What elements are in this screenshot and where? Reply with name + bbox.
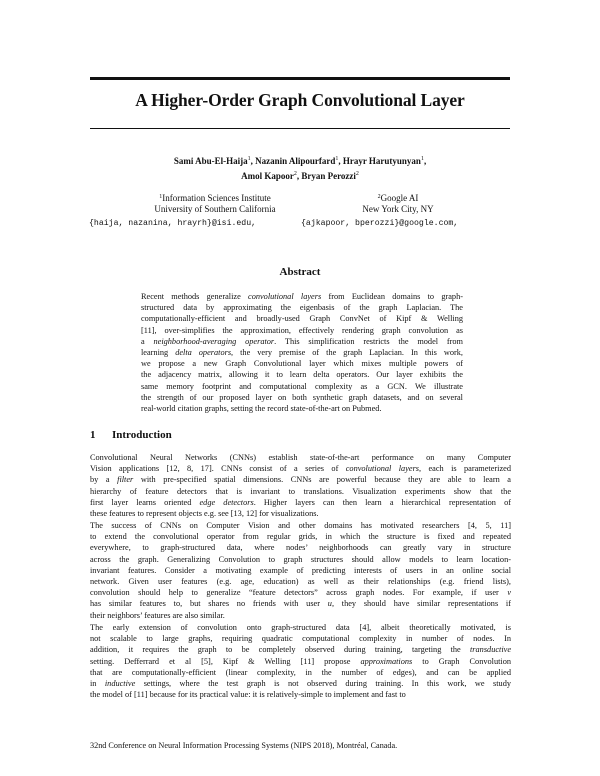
title-rule-bottom [90,128,510,129]
text-line: in inductive settings, where the test graph is not observed during training. In this work, we study [90,679,511,689]
text-line: has similar features to, but shares no friends with user u, they should have similar representations if [90,599,512,609]
emphasis: filter [117,475,134,485]
text-line: The success of CNNs on Computer Vision and other domains has motivated researchers [4, 5, 11] [90,521,511,530]
author-affil-marker: 2 [293,171,297,177]
email-isi: {haija, nazanina, hrayrh}@isi.edu, [89,219,257,228]
text-line: Vision applications [12, 8, 17]. CNNs consist of a series of convolutional layers, each is parameterized [90,464,511,474]
author-name: Nazanin Alipourfard [255,156,336,166]
emphasis: neighborhood-averaging operator [153,336,275,346]
section-title: Introduction [112,429,172,441]
text-line: network. Given user features (e.g. age, education) as well as their relationships (e.g. friend lists), [90,577,511,587]
text-line: invariant features. Consider a motivating example of predicting interests of users in an online social [90,565,511,575]
author-affil-marker: 1 [335,156,339,162]
emphasis: transductive [469,645,511,655]
title-rule-top [90,77,510,80]
text-line: The early extension of convolution onto graph-structured data [4], albeit theoretically motivated, is [90,623,511,632]
emphasis: edge detectors [199,497,254,507]
email-google: {ajkapoor, bperozzi}@google.com, [301,219,459,228]
text-line: we propose a new Graph Convolutional layer which mixes multiple powers of [141,359,463,369]
text-line: computationally-efficient and broadly-used Graph ConvNet of Kipf & Welling [141,314,463,324]
emphasis: v [507,588,511,598]
intro-paragraph-1 [90,452,511,519]
affiliation-name: Information Sciences Institute [162,193,271,203]
intro-paragraph-3 [90,622,511,700]
emphasis: convolutional layers [248,292,322,301]
author-line-1: Sami Abu-El-Haija$^1$, Nazanin Alipourfard$^1$, Hrayr Harutyunyan$^1$, [173,156,427,166]
intro-paragraph-2 [90,520,511,621]
text-line: these features to represent objects e.g. see [13, 12] for visualizations. [90,509,319,519]
paper-title: A Higher-Order Graph Convolutional Layer [135,90,465,110]
emphasis: delta operators [175,348,232,358]
abstract-heading: Abstract [279,266,321,278]
author-name: Hrayr Harutyunyan [342,156,421,166]
emphasis: approximations [360,656,413,666]
text-line: the strength of our proposed layer on both synthetic graph datasets, and on several [141,392,463,402]
text-line: structured data by approximating the eigenbasis of the graph Laplacian. The [141,303,463,313]
author-name: Amol Kapoor [241,171,294,181]
text-line: Convolutional Neural Networks (CNNs) establish state-of-the-art performance on many Computer [90,453,511,462]
section-heading-introduction [90,429,172,441]
affiliation-1 [135,192,295,215]
text-line: the model of [11] because for its practical value: it is relatively-simple to implement and fast to [90,690,406,700]
text-line: [11], over-simplifies the approximation, effectively rendering graph convolution as [141,325,463,335]
emphasis: inductive [104,679,136,689]
text-line: to extend the convolutional operator from regular grids, in which the structure is fixed and repeated [90,532,511,542]
text-line: addition, it requires the graph to be completely observed during training, targeting the transductive [90,645,511,655]
text-line: that are computationally-efficient (linear complexity, in the number of edges), and can be applied [90,667,511,677]
text-line: learning delta operators, the very premise of the graph Laplacian. In this work, [141,348,463,358]
author-affil-marker: 1 [247,156,251,162]
text-line: their neighbors’ features are also similar. [90,610,225,620]
emphasis: u [327,599,332,609]
text-line: same memory footprint and computational complexity as a GCN. We illustrate [141,381,463,391]
text-line: first layer learns oriented edge detectors. Higher layers can then learn a hierarchical representation of [90,497,511,507]
affiliation-marker: 1 [159,194,163,200]
author-name: Sami Abu-El-Haija [173,156,248,166]
text-line: by a filter with pre-specified spatial dimensions. CNNs are powerful because they are able to learn a [90,475,511,485]
section-number: 1 [90,429,96,441]
author-list [90,153,510,183]
author-line-2: Amol Kapoor$^2$, Bryan Perozzi$^2$ [241,171,359,181]
text-line: not scalable to large graphs, requiring quadratic computational complexity in number of nodes. In [90,634,511,644]
affiliation-marker: 2 [377,194,381,200]
conference-footnote: 32nd Conference on Neural Information Processing Systems (NIPS 2018), Montréal, Canada. [90,741,398,750]
text-line: real-world citation graphs, setting the record state-of-the-art on Pubmed. [141,404,382,414]
author-affil-marker: 1 [420,156,424,162]
text-line: across the graph. Generalizing Convolution to graph structures should allow models to learn location- [90,554,511,564]
affiliation-name: Google AI [380,193,419,203]
text-line: a neighborhood-averaging operator. This simplification restricts the model from [141,336,464,346]
author-name: Bryan Perozzi [301,171,356,181]
affiliation-institution: University of Southern California [154,204,276,214]
text-line: everywhere, to graph-structured data, where nodes’ neighborhoods can greatly vary in structure [90,543,511,553]
text-line: hierarchy of feature detectors that is invariant to translations. Visualization experiments show that the [90,486,511,496]
text-line: setting. Defferrard et al [5], Kipf & Welling [11] propose approximations to Graph Convolution [90,656,512,666]
text-line: the adjacency matrix, allowing it to learn delta operators. Our layer exhibits the [141,370,463,380]
abstract-body [141,291,463,414]
affiliation-2 [318,192,478,215]
emphasis: convolutional layers [345,464,420,474]
author-affil-marker: 2 [355,171,359,177]
affiliation-location: New York City, NY [362,204,434,214]
text-line: Recent methods generalize convolutional layers from Euclidean domains to graph- [141,292,463,301]
text-line: convolution should help to generalize “feature detectors” across graph nodes. For example, if user v [90,588,511,598]
